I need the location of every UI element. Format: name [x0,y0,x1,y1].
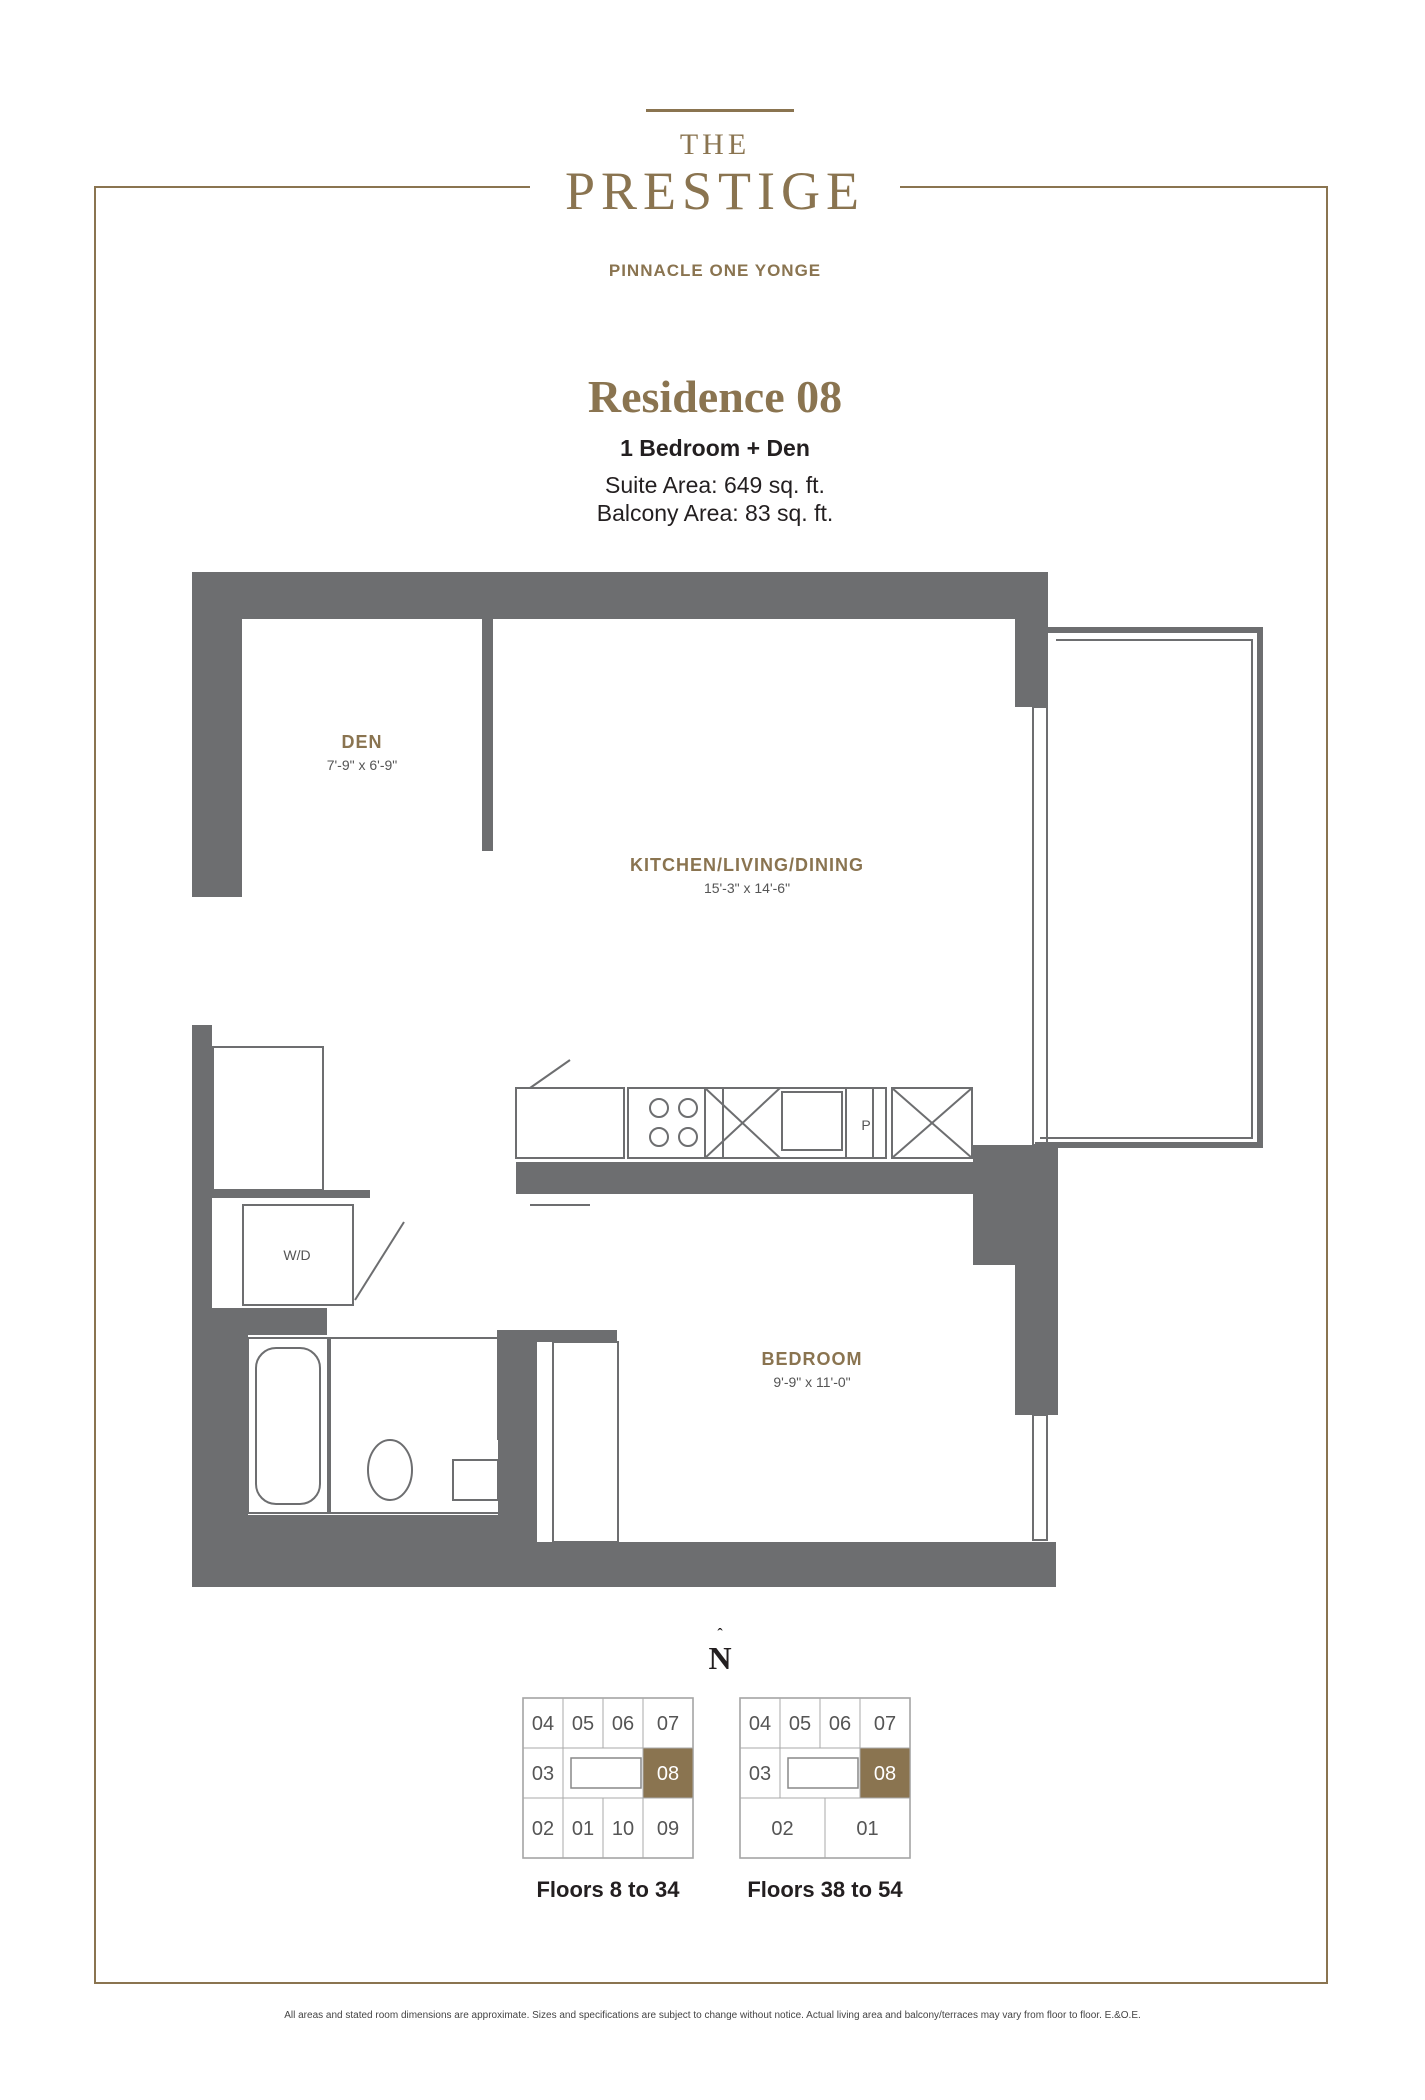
den-name: DEN [341,732,383,752]
keyplan-unit-label: 07 [873,1713,897,1735]
pantry-label: P [861,1117,871,1133]
north-indicator [700,1626,740,1677]
suite-area: Suite Area: 649 sq. ft. [605,472,825,498]
keyplan-unit-label: 03 [748,1763,772,1785]
keyplan-unit-label: 08 [873,1763,897,1785]
keyplan-unit-label: 01 [571,1818,595,1840]
keyplan-unit-label: 08 [656,1763,680,1785]
keyplan-core [571,1758,641,1788]
keyplan-unit-label: 03 [531,1763,555,1785]
keyplan-label-2: Floors 38 to 54 [747,1877,903,1902]
keyplan-unit-label: 04 [531,1713,555,1735]
keyplan-svg [520,1695,700,1865]
keyplan-unit-label: 01 [856,1818,879,1840]
keyplan-unit-label: 04 [748,1713,772,1735]
keyplan-unit-label: 10 [611,1818,635,1840]
logo-wordmark: PRESTIGE [564,161,866,221]
keyplan-svg [737,1695,917,1865]
balcony-area: Balcony Area: 83 sq. ft. [596,500,834,526]
keyplan-unit-label: 02 [771,1818,794,1840]
kitchen-name: KITCHEN/LIVING/DINING [629,855,865,875]
disclaimer: All areas and stated room dimensions are approximate. Sizes and specifications are subject to change without notice. Actual living area and balcony/terraces may vary from floor to floor. E.&O.E. [284,2010,1141,2021]
keyplan-unit-label: 09 [656,1818,680,1840]
keyplan-unit-label: 02 [531,1818,555,1840]
bedroom-dims: 9'-9" x 11'-0" [773,1374,851,1390]
keyplan-unit-label: 05 [571,1713,595,1735]
washer-dryer-label: W/D [283,1247,311,1263]
keyplan-unit-label: 07 [656,1713,680,1735]
walls [192,572,1058,1587]
unit-type: 1 Bedroom + Den [620,435,810,461]
bedroom-labels [762,1349,863,1390]
keyplan-unit-label: 05 [788,1713,812,1735]
keyplan-floors-38-54 [737,1695,917,1870]
den-dims: 7'-9" x 6'-9" [326,757,398,773]
den-labels [327,732,398,773]
kitchen-dims: 15'-3" x 14'-6" [703,880,791,896]
bedroom-name: BEDROOM [761,1349,863,1369]
keyplan-label-1: Floors 8 to 34 [536,1877,680,1902]
residence-title: Residence 08 [587,371,843,422]
north-arrow-icon: ˆ [717,1626,723,1643]
north-label: N [708,1640,732,1676]
keyplan-unit-label: 06 [611,1713,635,1735]
keyplan-core [788,1758,858,1788]
logo-the: THE [679,128,751,161]
logo-subtitle: PINNACLE ONE YONGE [608,261,822,280]
kitchen-labels [630,855,864,896]
keyplan-floors-8-34 [520,1695,700,1870]
keyplan-unit-label: 06 [828,1713,852,1735]
